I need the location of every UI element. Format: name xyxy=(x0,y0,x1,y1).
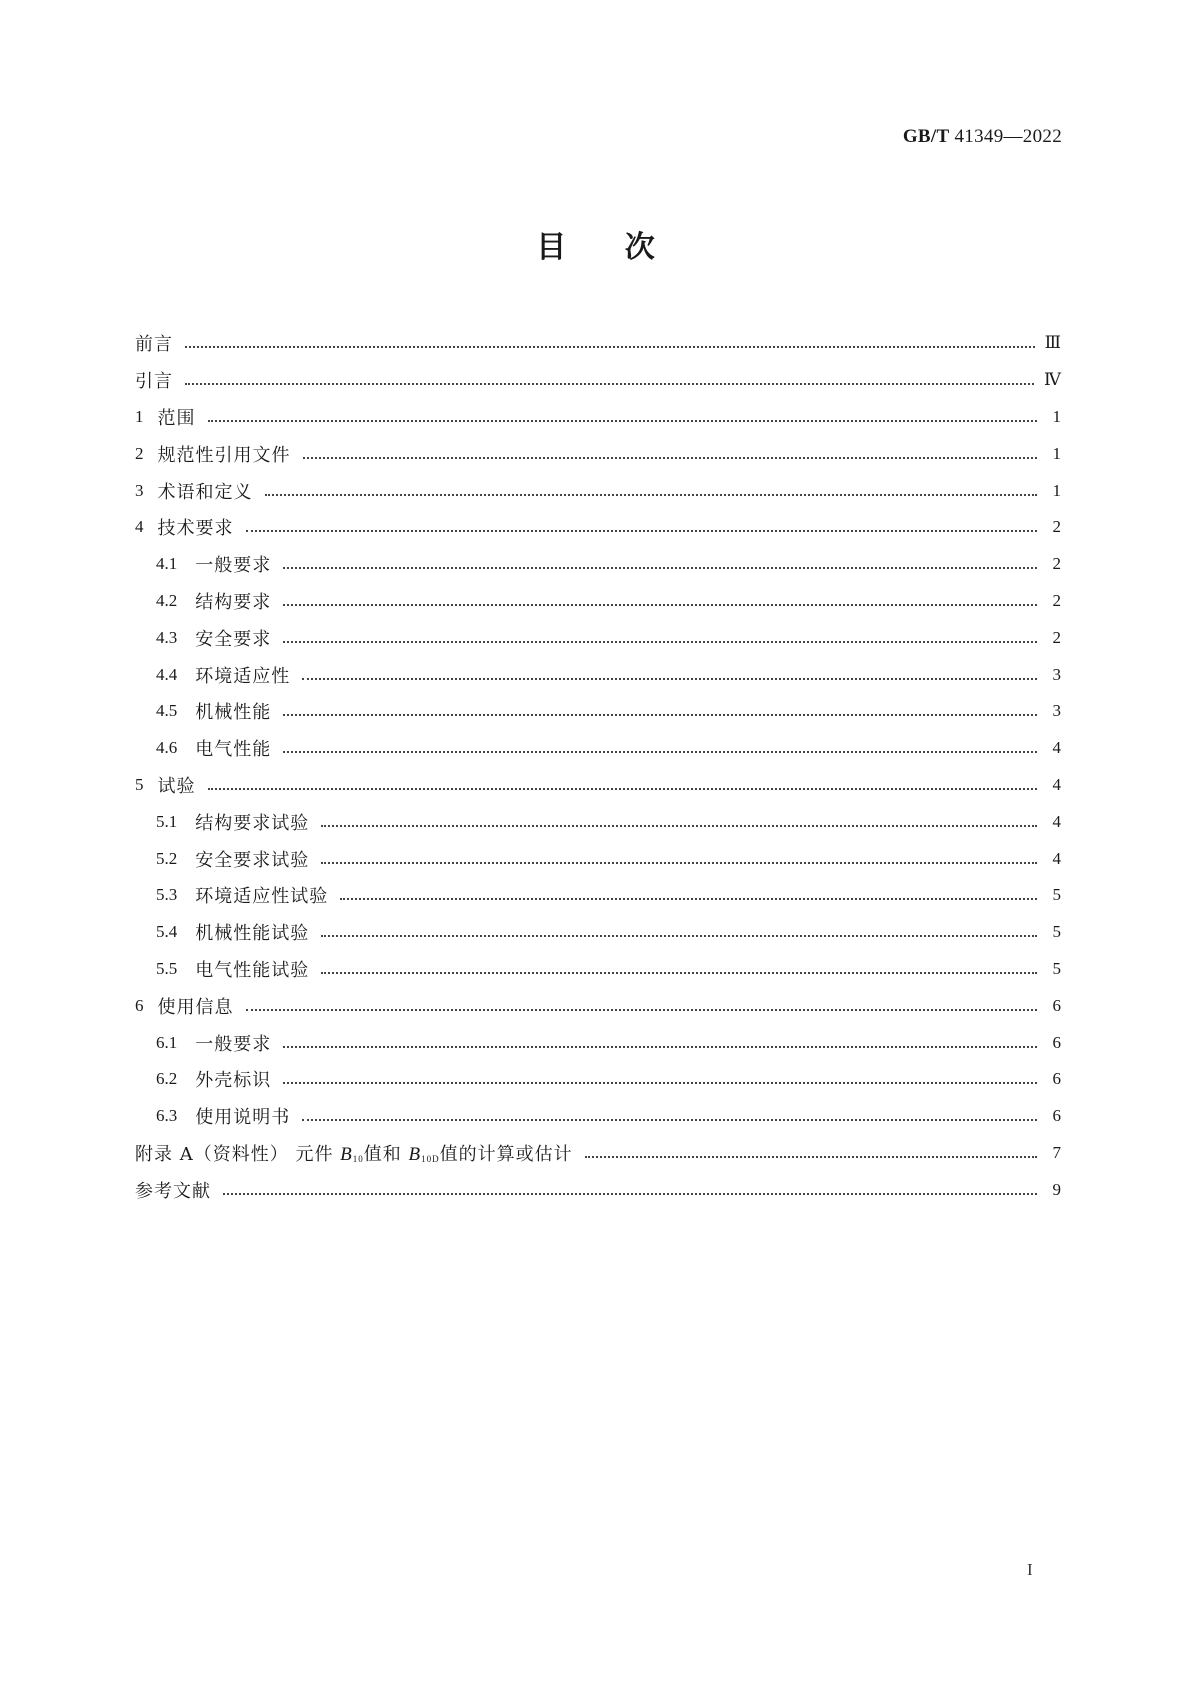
toc-entry-label: 电气性能试验 xyxy=(195,959,310,981)
toc-leader-dots xyxy=(340,896,1037,900)
toc-leader-dots xyxy=(302,1117,1037,1121)
toc-entry-number: 1 xyxy=(135,406,144,426)
toc-entry-label: 环境适应性 xyxy=(195,665,291,687)
toc-entry-label: 安全要求试验 xyxy=(195,849,310,871)
toc-entry[interactable] xyxy=(135,914,1061,951)
toc-entry-label: 引言 xyxy=(135,371,173,393)
toc-entry-label: 范围 xyxy=(157,407,196,429)
toc-entry-label: 结构要求试验 xyxy=(195,812,310,834)
toc-leader-dots xyxy=(321,823,1037,827)
toc-entry-number: 5 xyxy=(135,774,144,794)
toc-leader-dots xyxy=(265,492,1038,496)
toc-entry-page: 2 xyxy=(1052,627,1061,647)
page-title: 目 次 xyxy=(536,230,655,265)
toc-entry[interactable] xyxy=(135,1171,1061,1208)
toc-entry-page: 6 xyxy=(1052,995,1061,1015)
toc-entry-number: 4.3 xyxy=(156,627,178,647)
toc-entry-number: 5.4 xyxy=(156,922,178,942)
toc-entry[interactable] xyxy=(135,693,1061,730)
toc-entry-label: 前言 xyxy=(135,334,173,356)
toc-leader-dots xyxy=(208,418,1038,422)
toc-entry[interactable] xyxy=(135,1024,1061,1061)
toc-entry-label: 安全要求 xyxy=(195,628,272,650)
toc-entry-label: 环境适应性试验 xyxy=(195,886,329,908)
toc-entry-page: 2 xyxy=(1052,517,1061,537)
toc-leader-dots xyxy=(223,1191,1037,1195)
toc-entry-number: 6.1 xyxy=(156,1032,178,1052)
toc-leader-dots xyxy=(283,639,1037,643)
toc-leader-dots xyxy=(283,565,1037,569)
page-number: I xyxy=(1027,1560,1033,1579)
toc-entry-page: 4 xyxy=(1052,848,1061,868)
toc-entry-page: 5 xyxy=(1052,885,1061,905)
toc-entry[interactable] xyxy=(135,1061,1061,1098)
toc-entry-page: 4 xyxy=(1052,774,1061,794)
toc-entry-label: 使用信息 xyxy=(157,996,234,1018)
toc-entry[interactable] xyxy=(135,362,1061,399)
toc-entry-label: 附录 A（资料性） 元件 $B_{10}$值和 $B_{10D}$值的计算或估计 xyxy=(135,1143,573,1165)
toc-entry[interactable] xyxy=(135,877,1061,914)
toc-entry-page: 4 xyxy=(1052,738,1061,758)
toc-entry-page: 1 xyxy=(1052,480,1061,500)
toc-entry-page: 5 xyxy=(1052,958,1061,978)
toc-entry[interactable] xyxy=(135,656,1061,693)
toc-entry-label: 一般要求 xyxy=(195,555,272,577)
toc-entry[interactable] xyxy=(135,730,1061,767)
toc-entry-label: 试验 xyxy=(157,775,196,797)
toc-leader-dots xyxy=(246,1007,1038,1011)
toc-entry[interactable] xyxy=(135,1135,1061,1172)
toc-entry-page: 2 xyxy=(1052,590,1061,610)
toc-entry[interactable] xyxy=(135,435,1061,472)
toc-entry[interactable] xyxy=(135,472,1061,509)
toc-entry-page: 1 xyxy=(1052,406,1061,426)
toc-entry[interactable] xyxy=(135,767,1061,804)
toc-leader-dots xyxy=(585,1154,1037,1158)
toc-entry-label: 参考文献 xyxy=(135,1180,211,1202)
toc-entry-label: 规范性引用文件 xyxy=(157,444,291,466)
toc-entry-page: Ⅳ xyxy=(1044,370,1061,390)
toc-entry-page: 3 xyxy=(1052,664,1061,684)
toc-leader-dots xyxy=(321,860,1037,864)
toc-entry[interactable] xyxy=(135,1098,1061,1135)
toc-leader-dots xyxy=(303,455,1038,459)
toc-entry-page: 4 xyxy=(1052,811,1061,831)
toc-entry-number: 5.1 xyxy=(156,811,178,831)
toc-entry-number: 5.2 xyxy=(156,848,178,868)
toc-entry-label: 术语和定义 xyxy=(157,481,253,503)
toc-entry-page: 6 xyxy=(1052,1106,1061,1126)
toc-entry-number: 6.3 xyxy=(156,1106,178,1126)
toc-entry-page: 1 xyxy=(1052,443,1061,463)
toc-leader-dots xyxy=(283,749,1037,753)
toc-leader-dots xyxy=(185,344,1035,348)
toc-entry-number: 4.1 xyxy=(156,554,178,574)
standard-number: 41349—2022 xyxy=(954,126,1062,147)
toc-entry[interactable] xyxy=(135,399,1061,436)
toc-entry-label: 使用说明书 xyxy=(195,1107,291,1129)
standard-code xyxy=(903,126,1062,148)
toc-leader-dots xyxy=(283,1044,1037,1048)
toc-leader-dots xyxy=(208,786,1038,790)
toc-leader-dots xyxy=(321,933,1037,937)
toc-entry-label: 结构要求 xyxy=(195,591,272,613)
toc-leader-dots xyxy=(283,1080,1037,1084)
toc-entry[interactable] xyxy=(135,619,1061,656)
toc-entry-number: 2 xyxy=(135,443,144,463)
toc-leader-dots xyxy=(283,602,1037,606)
toc-leader-dots xyxy=(302,676,1037,680)
toc-entry-number: 4.5 xyxy=(156,701,178,721)
toc-entry[interactable] xyxy=(135,509,1061,546)
toc-entry-label: 机械性能试验 xyxy=(195,923,310,945)
toc-entry[interactable] xyxy=(135,583,1061,620)
toc-entry[interactable] xyxy=(135,325,1061,362)
toc-entry-label: 一般要求 xyxy=(195,1033,272,1055)
toc-entry-number: 6.2 xyxy=(156,1069,178,1089)
toc-entry-label: 技术要求 xyxy=(157,518,234,540)
toc-entry-page: 2 xyxy=(1052,554,1061,574)
toc-entry-page: 6 xyxy=(1052,1032,1061,1052)
toc-entry[interactable] xyxy=(135,546,1061,583)
toc-entry-number: 4.4 xyxy=(156,664,178,684)
toc-entry-page: Ⅲ xyxy=(1044,333,1061,353)
toc-entry-number: 5.5 xyxy=(156,958,178,978)
toc-entry-label: 机械性能 xyxy=(195,702,272,724)
toc-entry-number: 5.3 xyxy=(156,885,178,905)
toc-leader-dots xyxy=(246,528,1038,532)
toc-entry[interactable] xyxy=(135,803,1061,840)
toc-leader-dots xyxy=(321,970,1037,974)
toc-entry-number: 4.6 xyxy=(156,738,178,758)
standard-prefix: GB/T xyxy=(902,126,950,147)
toc-leader-dots xyxy=(283,712,1037,716)
toc-entry[interactable] xyxy=(135,840,1061,877)
toc-leader-dots xyxy=(185,381,1034,385)
toc-entry-page: 5 xyxy=(1052,922,1061,942)
toc-entry[interactable] xyxy=(135,987,1061,1024)
toc-entry-label: 外壳标识 xyxy=(195,1070,272,1092)
toc-entry-number: 6 xyxy=(135,995,144,1015)
toc-entry-page: 3 xyxy=(1052,701,1061,721)
toc-entry-label: 电气性能 xyxy=(195,739,272,761)
toc-entry[interactable] xyxy=(135,951,1061,988)
toc-entry-page: 9 xyxy=(1052,1179,1061,1199)
toc-entry-number: 4 xyxy=(135,517,144,537)
toc-entry-page: 7 xyxy=(1052,1142,1061,1162)
toc-entry-number: 4.2 xyxy=(156,590,178,610)
toc-entry-number: 3 xyxy=(135,480,144,500)
toc-entry-page: 6 xyxy=(1052,1069,1061,1089)
table-of-contents xyxy=(135,325,1061,1208)
